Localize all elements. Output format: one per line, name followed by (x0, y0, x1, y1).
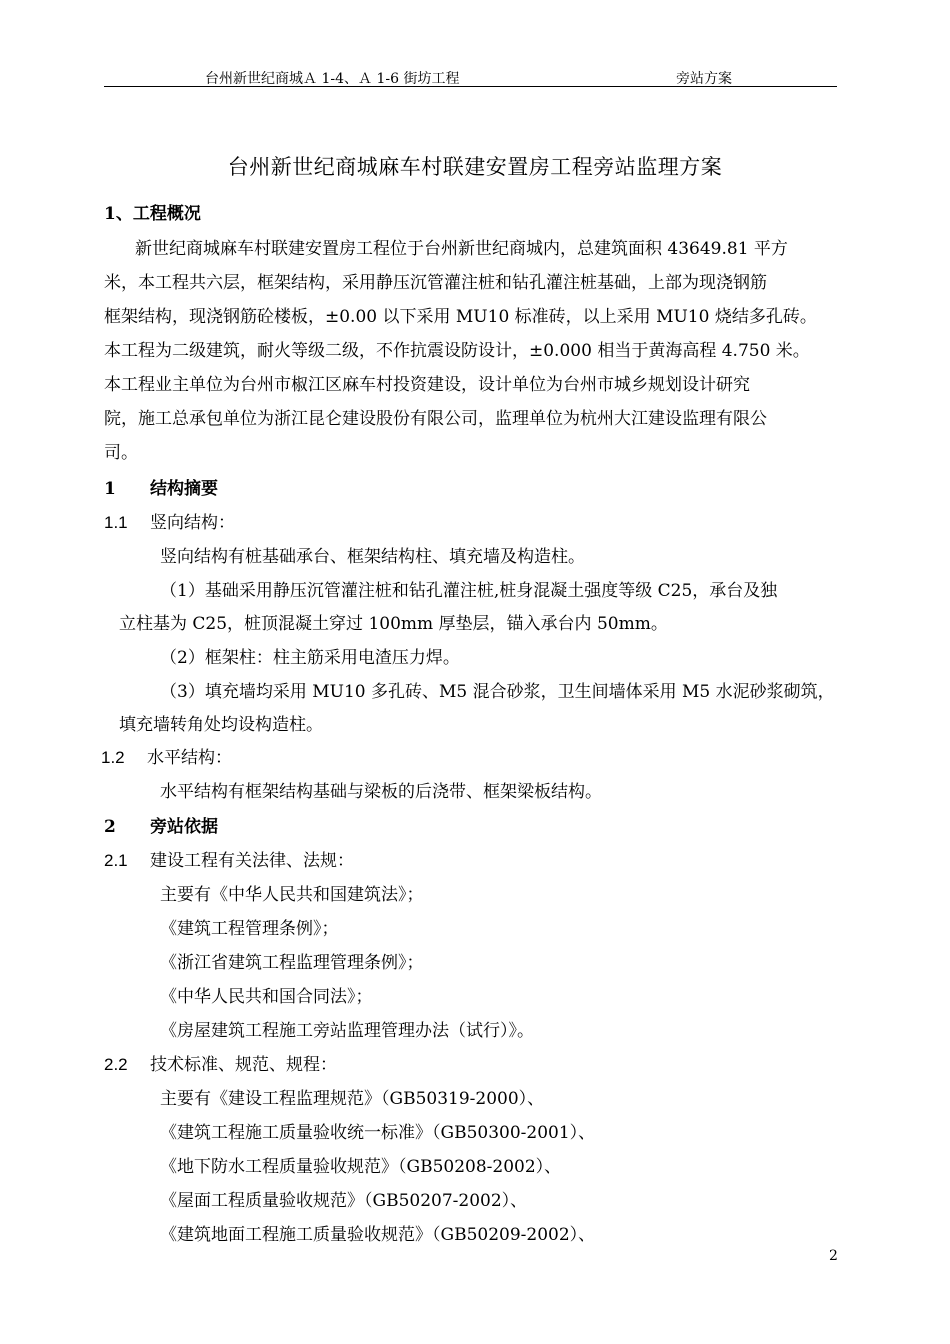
subsection-1-2-heading (101, 743, 232, 768)
subsection-2-1-heading (104, 846, 354, 871)
subsection-title: 技术标准、规范、规程： (150, 1055, 337, 1075)
page-header-project: 台州新世纪商城Ａ 1-4、Ａ 1-6 街坊工程 (205, 71, 460, 87)
vertical-structure-item-2: （2）框架柱：柱主筋采用电渣压力焊。 (160, 648, 460, 668)
subsection-title: 水平结构： (147, 748, 232, 768)
subsection-title: 竖向结构： (150, 513, 235, 533)
section-title: 旁站依据 (150, 817, 218, 837)
standard-item: 《建筑地面工程施工质量验收规范》（GB50209-2002）、 (160, 1225, 596, 1245)
section-1-heading: 1、工程概况 (104, 204, 201, 224)
overview-line: 院，施工总承包单位为浙江昆仑建设股份有限公司，监理单位为杭州大江建设监理有限公 (104, 409, 767, 429)
overview-line: 本工程业主单位为台州市椒江区麻车村投资建设，设计单位为台州市城乡规划设计研究 (104, 375, 750, 395)
section-basis-heading (104, 812, 218, 837)
standard-item: 主要有《建设工程监理规范》（GB50319-2000）、 (160, 1089, 545, 1109)
law-item: 《中华人民共和国合同法》； (160, 987, 373, 1007)
section-number: 1 (104, 479, 116, 499)
overview-line: 新世纪商城麻车村联建安置房工程位于台州新世纪商城内，总建筑面积 43649.81 平方 (135, 239, 788, 259)
header-divider (104, 86, 837, 87)
horizontal-structure-text: 水平结构有框架结构基础与梁板的后浇带、框架梁板结构。 (160, 782, 602, 802)
page-number: 2 (829, 1248, 838, 1264)
document-title: 台州新世纪商城麻车村联建安置房工程旁站监理方案 (227, 155, 723, 179)
overview-line: 本工程为二级建筑，耐火等级二级，不作抗震设防设计，±0.000 相当于黄海高程 4.750 米。 (104, 341, 810, 361)
subsection-number: 1.1 (104, 513, 128, 532)
subsection-number: 2.2 (104, 1055, 128, 1074)
subsection-1-1-heading (104, 508, 235, 533)
section-title: 结构摘要 (150, 479, 218, 499)
standard-item: 《地下防水工程质量验收规范》（GB50208-2002）、 (160, 1157, 562, 1177)
subsection-title: 建设工程有关法律、法规： (150, 851, 354, 871)
vertical-structure-item-1-cont: 立柱基为 C25，桩顶混凝土穿过 100mm 厚垫层，锚入承台内 50mm。 (119, 614, 668, 634)
law-item: 《浙江省建筑工程监理管理条例》； (160, 953, 424, 973)
vertical-structure-intro: 竖向结构有桩基础承台、框架结构柱、填充墙及构造柱。 (160, 547, 585, 567)
subsection-number: 2.1 (104, 851, 128, 870)
law-item: 《房屋建筑工程施工旁站监理管理办法（试行）》。 (160, 1021, 534, 1041)
section-number: 2 (104, 817, 116, 837)
law-item: 主要有《中华人民共和国建筑法》； (160, 885, 424, 905)
vertical-structure-item-3-cont: 填充墙转角处均设构造柱。 (119, 715, 323, 735)
overview-line: 司。 (104, 443, 138, 463)
page-header-doc-type: 旁站方案 (676, 71, 732, 87)
standard-item: 《屋面工程质量验收规范》（GB50207-2002）、 (160, 1191, 528, 1211)
section-structure-heading (104, 474, 218, 499)
standard-item: 《建筑工程施工质量验收统一标准》（GB50300-2001）、 (160, 1123, 596, 1143)
vertical-structure-item-3: （3）填充墙均采用 MU10 多孔砖、M5 混合砂浆，卫生间墙体采用 M5 水泥砂浆砌筑， (160, 682, 835, 702)
vertical-structure-item-1: （1）基础采用静压沉管灌注桩和钻孔灌注桩,桩身混凝土强度等级 C25，承台及独 (160, 581, 778, 601)
subsection-number: 1.2 (101, 748, 125, 767)
subsection-2-2-heading (104, 1050, 337, 1075)
overview-line: 米，本工程共六层，框架结构，采用静压沉管灌注桩和钻孔灌注桩基础，上部为现浇钢筋 (104, 273, 767, 293)
law-item: 《建筑工程管理条例》； (160, 919, 339, 939)
overview-line: 框架结构，现浇钢筋砼楼板，±0.00 以下采用 MU10 标准砖，以上采用 MU10 烧结多孔砖。 (104, 307, 817, 327)
